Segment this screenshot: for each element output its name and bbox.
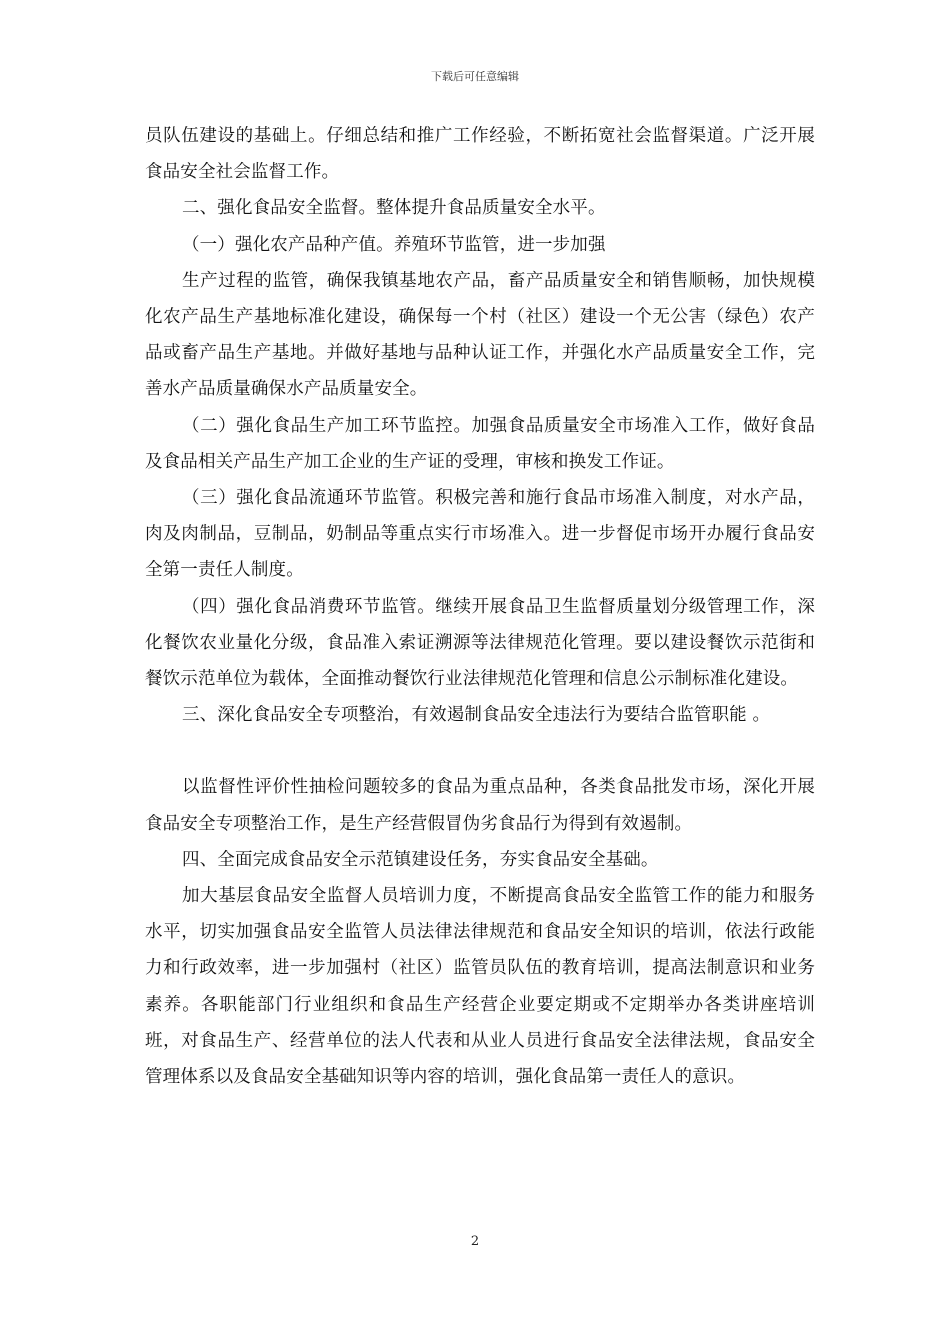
- paragraph-10-heading: 四、全面完成食品安全示范镇建设任务，夯实食品安全基础。: [182, 849, 659, 870]
- paragraph-2-heading: 二、强化食品安全监督。整体提升食品质量安全水平。: [182, 198, 606, 219]
- page-header: 下载后可任意编辑: [431, 70, 519, 83]
- paragraph-4: 生产过程的监管，确保我镇基地农产品，畜产品质量安全和销售顺畅，加快规模化农产品生产基地标准化建设，确保每一个村（社区）建设一个无公害（绿色）农产品或畜产品生产基地。并做好基地与品种认证工作，并强化水产品质量安全工作，完善水产品质量确保水产品质量安全。: [145, 270, 815, 400]
- paragraph-5: （二）强化食品生产加工环节监控。加强食品质量安全市场准入工作，做好食品及食品相关产品生产加工企业的生产证的受理，审核和换发工作证。: [145, 415, 815, 472]
- paragraph-1: 员队伍建设的基础上。仔细总结和推广工作经验，不断拓宽社会监督渠道。广泛开展食品安全社会监督工作。: [145, 126, 815, 183]
- page-number: 2: [470, 1234, 480, 1249]
- paragraph-6: （三）强化食品流通环节监管。积极完善和施行食品市场准入制度，对水产品，肉及肉制品，豆制品，奶制品等重点实行市场准入。进一步督促市场开办履行食品安全第一责任人制度。: [145, 488, 815, 581]
- document-body: [145, 118, 815, 1095]
- paragraph-9: 以监督性评价性抽检问题较多的食品为重点品种，各类食品批发市场，深化开展食品安全专项整治工作，是生产经营假冒伪劣食品行为得到有效遏制。: [145, 777, 815, 834]
- paragraph-11: 加大基层食品安全监督人员培训力度，不断提高食品安全监管工作的能力和服务水平，切实加强食品安全监管人员法律法律规范和食品安全知识的培训，依法行政能力和行政效率，进一步加强村（社区）监管员队伍的教育培训，提高法制意识和业务素养。各职能部门行业组织和食品生产经营企业要定期或不定期举办各类讲座培训班，对食品生产、经营单位的法人代表和从业人员进行食品安全法律法规，食品安全管理体系以及食品安全基础知识等内容的培训，强化食品第一责任人的意识。: [145, 886, 815, 1088]
- paragraph-3-subheading: （一）强化农产品种产值。养殖环节监管，进一步加强: [182, 234, 606, 255]
- paragraph-gap: [145, 733, 815, 769]
- paragraph-7: （四）强化食品消费环节监管。继续开展食品卫生监督质量划分级管理工作，深化餐饮农业量化分级，食品准入索证溯源等法律规范化管理。要以建设餐饮示范街和餐饮示范单位为载体，全面推动餐饮行业法律规范化管理和信息公示制标准化建设。: [145, 596, 815, 690]
- paragraph-8-heading: 三、深化食品安全专项整治，有效遏制食品安全违法行为要结合监管职能 。: [182, 705, 771, 726]
